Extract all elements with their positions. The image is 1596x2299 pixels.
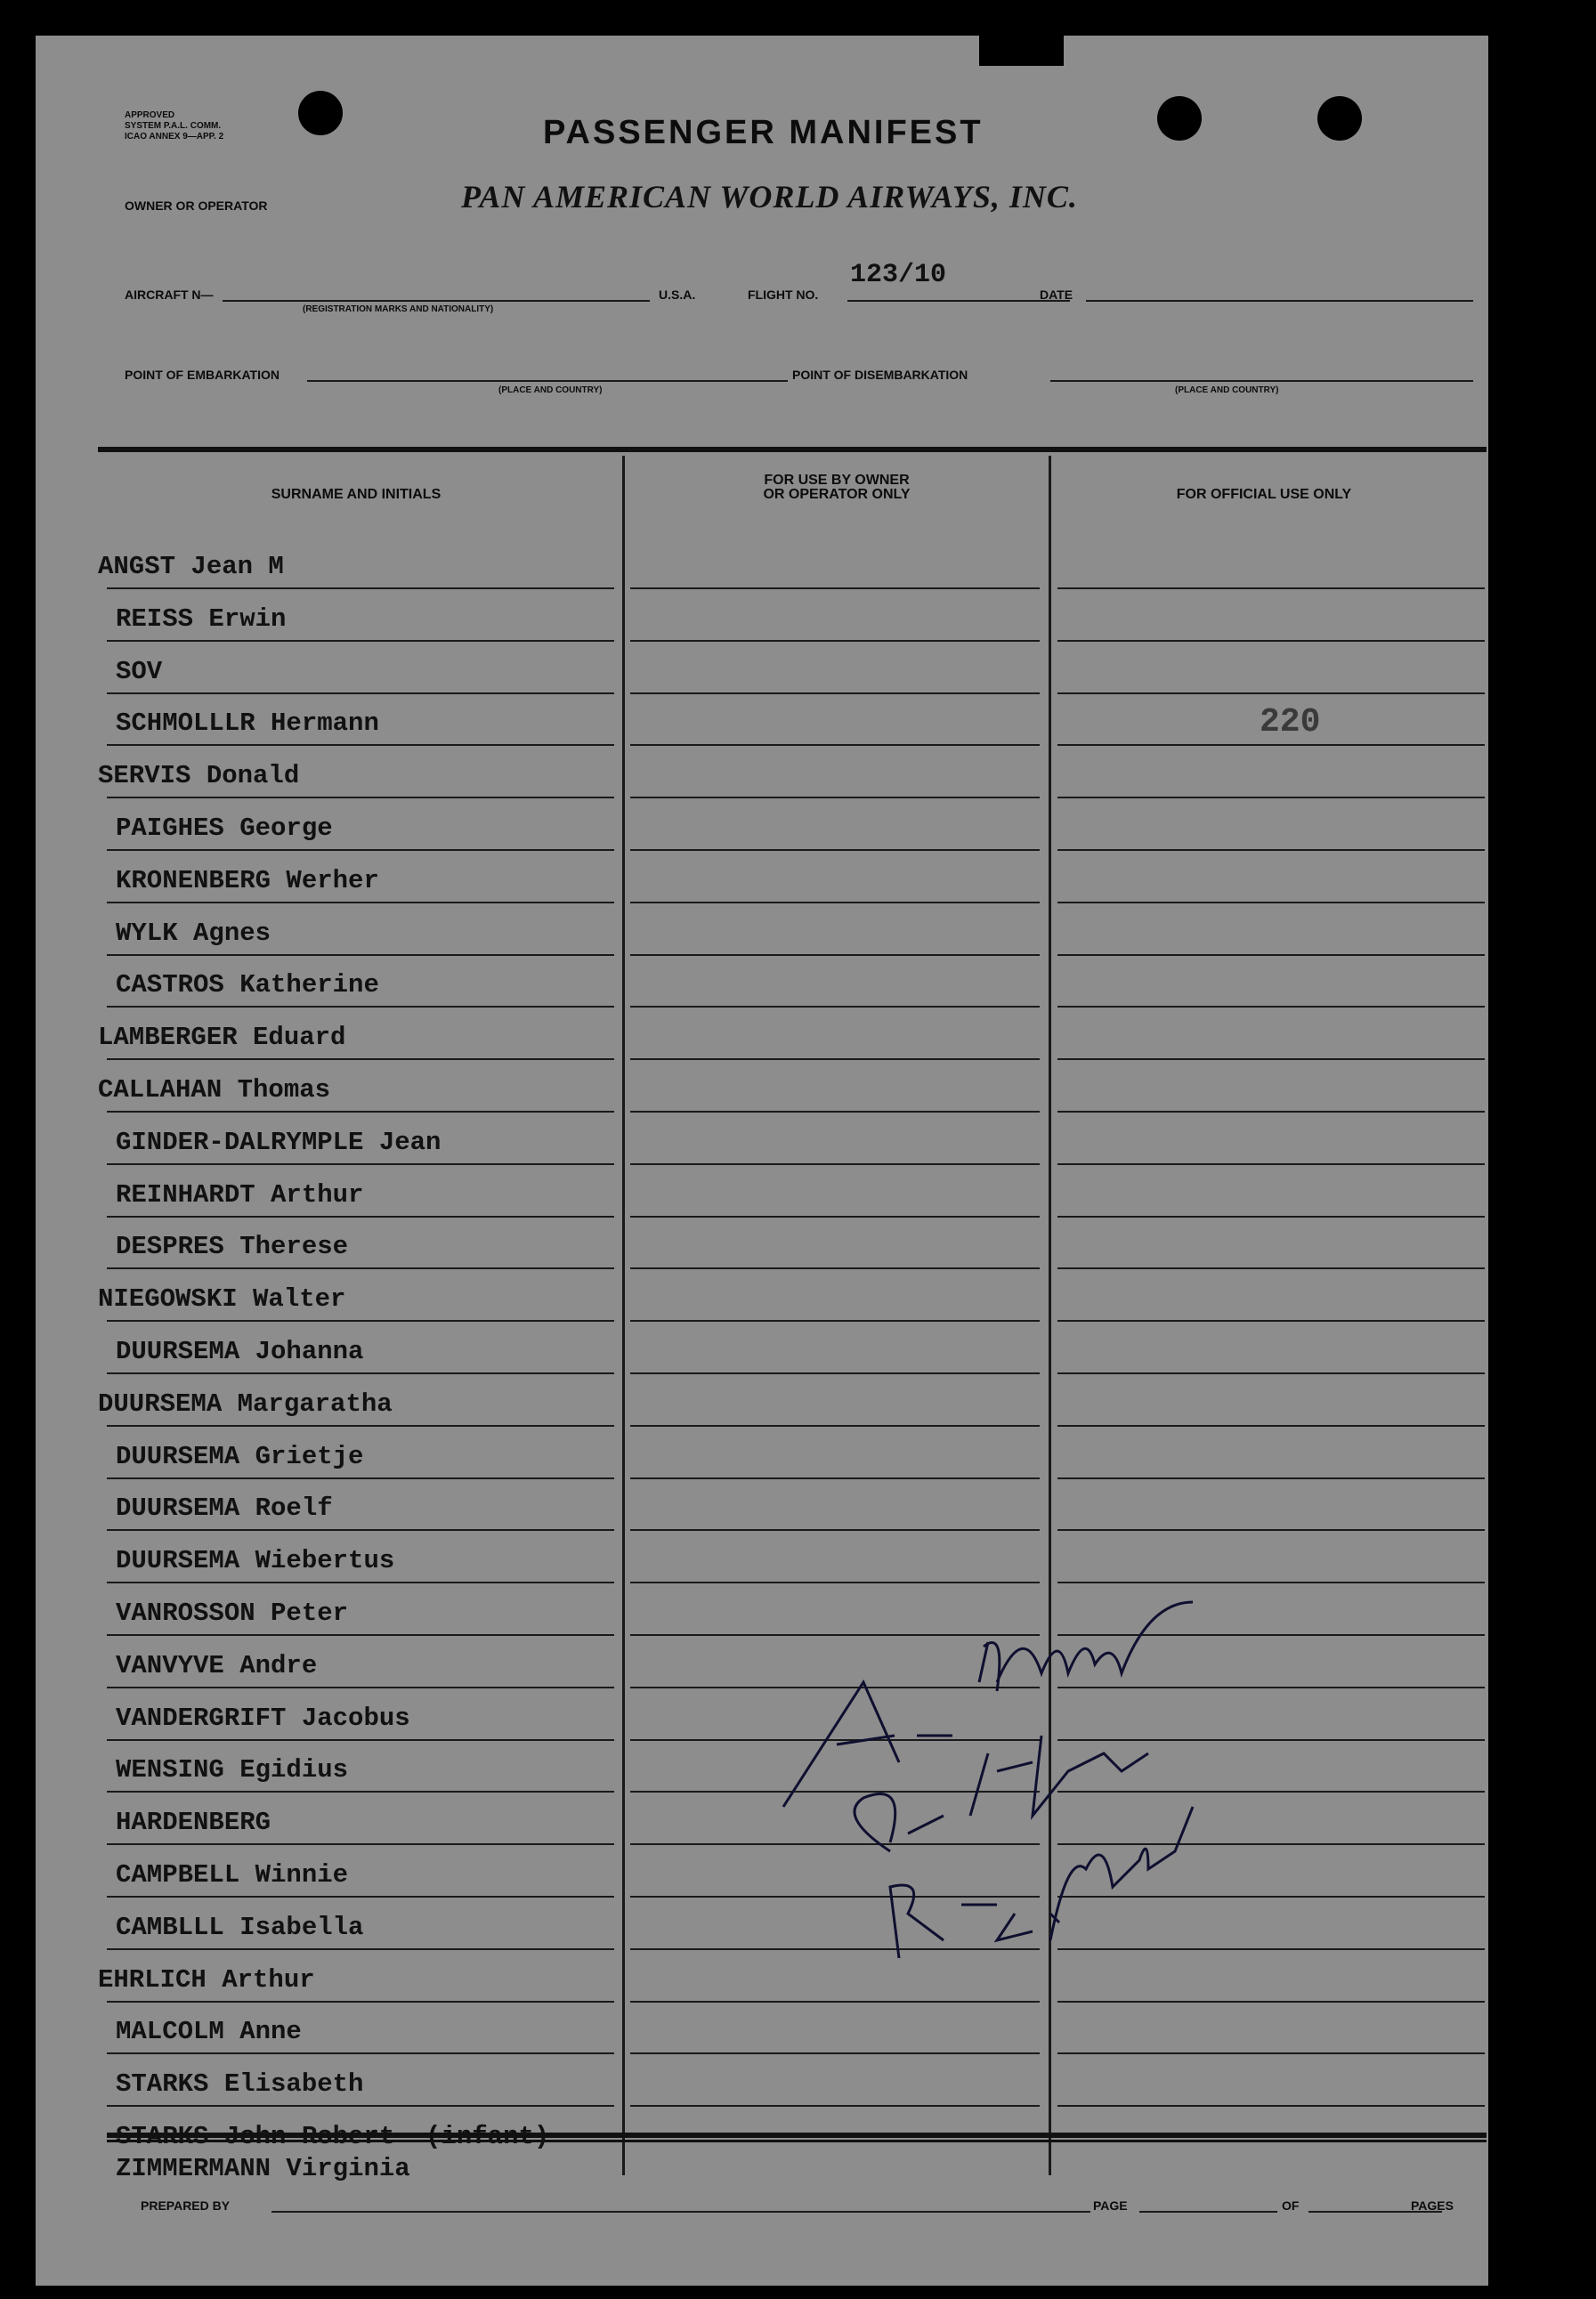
row-rule (107, 1582, 614, 1583)
row-rule (630, 954, 1040, 956)
row-rule (630, 1163, 1040, 1165)
row-rule (1057, 1425, 1485, 1427)
disembarkation-line (1050, 380, 1473, 382)
passenger-name: SERVIS Donald (98, 761, 300, 791)
row-rule (107, 1320, 614, 1322)
row-rule (630, 587, 1040, 589)
row-rule (107, 797, 614, 798)
table-bottom-rule (107, 2133, 1487, 2138)
row-rule (630, 1111, 1040, 1113)
passenger-name: NIEGOWSKI Walter (98, 1284, 346, 1315)
passenger-name: WENSING Egidius (116, 1755, 349, 1785)
row-rule (107, 1477, 614, 1479)
handwritten-signatures (730, 1549, 1300, 1976)
punch-hole-right-1 (1157, 96, 1202, 141)
passenger-name: STARKS Elisabeth (116, 2069, 364, 2100)
row-rule (107, 1425, 614, 1427)
place-note-1: (PLACE AND COUNTRY) (498, 385, 603, 395)
row-rule (1057, 797, 1485, 798)
registration-note: (REGISTRATION MARKS AND NATIONALITY) (303, 304, 494, 314)
row-rule (1057, 1006, 1485, 1008)
passenger-name: DUURSEMA Margaratha (98, 1388, 393, 1419)
row-rule (1057, 1320, 1485, 1322)
row-rule (107, 1843, 614, 1845)
owner-use-column-header: FOR USE BY OWNER OR OPERATOR ONLY (763, 473, 911, 502)
row-rule (107, 744, 614, 746)
place-note-2: (PLACE AND COUNTRY) (1175, 385, 1279, 395)
row-rule (107, 2001, 614, 2003)
passenger-name: ANGST Jean M (98, 552, 284, 581)
row-rule (1057, 744, 1485, 746)
row-rule (107, 1267, 614, 1269)
aircraft-line (223, 300, 650, 302)
signature-stroke-3 (890, 1807, 1193, 1958)
row-rule (630, 1529, 1040, 1531)
row-rule (107, 1634, 614, 1636)
row-rule (630, 1425, 1040, 1427)
flight-label: FLIGHT NO. (748, 287, 819, 302)
owner-label: OWNER OR OPERATOR (125, 198, 268, 213)
signature-stroke-1 (783, 1602, 1193, 1807)
page-line (1139, 2211, 1277, 2213)
flight-line (847, 300, 1070, 302)
row-rule (107, 1896, 614, 1898)
signature-stroke-2 (855, 1736, 1148, 1851)
row-rule (107, 1687, 614, 1688)
passenger-name: VANVYVE Andre (116, 1650, 318, 1680)
row-rule (107, 1948, 614, 1950)
disembarkation-label: POINT OF DISEMBARKATION (792, 368, 968, 382)
surname-column-header: SURNAME AND INITIALS (271, 487, 442, 502)
passenger-name: SCHMOLLLR Hermann (116, 708, 379, 739)
row-rule (107, 1529, 614, 1531)
punch-hole-left (298, 91, 343, 135)
manifest-sheet (36, 36, 1488, 2286)
row-rule (630, 2001, 1040, 2003)
row-rule (107, 587, 614, 589)
row-rule (107, 1058, 614, 1060)
row-rule (630, 2052, 1040, 2054)
approval-stamp: APPROVED SYSTEM P.A.L. COMM. ICAO ANNEX 9—APP. 2 (125, 110, 224, 142)
row-rule (1057, 954, 1485, 956)
passenger-name: WYLK Agnes (116, 918, 271, 948)
carrier-name: PAN AMERICAN WORLD AIRWAYS, INC. (461, 179, 1078, 215)
passenger-name: VANDERGRIFT Jacobus (116, 1703, 410, 1733)
row-rule (630, 692, 1040, 694)
usa-label: U.S.A. (659, 287, 696, 302)
row-rule (630, 1216, 1040, 1218)
passenger-name: REINHARDT Arthur (116, 1179, 364, 1210)
table-top-rule (98, 447, 1487, 452)
row-rule (630, 849, 1040, 851)
row-rule (107, 1111, 614, 1113)
row-rule (107, 2052, 614, 2054)
passenger-name: ZIMMERMANN Virginia (116, 2154, 410, 2183)
row-rule (1057, 1163, 1485, 1165)
row-rule (630, 1320, 1040, 1322)
passenger-name: LAMBERGER Eduard (98, 1023, 346, 1053)
page-title: PASSENGER MANIFEST (543, 114, 984, 151)
passenger-name: CAMPBELL Winnie (116, 1860, 349, 1890)
row-rule (107, 1791, 614, 1793)
row-rule (1057, 1111, 1485, 1113)
passenger-name: DUURSEMA Wiebertus (116, 1546, 395, 1576)
row-rule (107, 1739, 614, 1741)
row-rule (107, 2105, 614, 2107)
pages-label: PAGES (1411, 2198, 1454, 2213)
embarkation-line (307, 380, 788, 382)
row-rule (1057, 640, 1485, 642)
row-rule (107, 1006, 614, 1008)
row-rule (107, 902, 614, 903)
passenger-name: DUURSEMA Johanna (116, 1337, 364, 1366)
passenger-name: VANROSSON Peter (116, 1599, 349, 1628)
punch-hole-right-2 (1317, 96, 1362, 141)
footer-rule (107, 2140, 1487, 2142)
passenger-name: PAIGHES George (116, 814, 333, 843)
row-rule (1057, 2052, 1485, 2054)
passenger-name: HARDENBERG (116, 1808, 271, 1838)
row-rule (1057, 2105, 1485, 2107)
row-rule (107, 849, 614, 851)
row-rule (630, 1477, 1040, 1479)
passenger-name: SOV (116, 656, 163, 686)
row-rule (630, 1058, 1040, 1060)
date-line (1086, 300, 1473, 302)
passenger-name: MALCOLM Anne (116, 2017, 302, 2047)
row-rule (630, 797, 1040, 798)
top-tab (979, 36, 1064, 66)
official-use-column-header: FOR OFFICIAL USE ONLY (1176, 487, 1352, 502)
row-rule (1057, 1477, 1485, 1479)
prepared-by-line (271, 2211, 1090, 2213)
row-rule (107, 1163, 614, 1165)
row-rule (630, 1006, 1040, 1008)
row-rule (630, 744, 1040, 746)
passenger-name: CASTROS Katherine (116, 970, 379, 1000)
row-rule (630, 902, 1040, 903)
row-rule (107, 692, 614, 694)
passenger-name: REISS Erwin (116, 603, 287, 634)
passenger-name: CAMBLLL Isabella (116, 1912, 364, 1942)
embarkation-label: POINT OF EMBARKATION (125, 368, 280, 382)
row-rule (1057, 849, 1485, 851)
date-label: DATE (1040, 287, 1073, 302)
passenger-name: DUURSEMA Grietje (116, 1441, 364, 1471)
prepared-by-label: PREPARED BY (141, 2198, 231, 2213)
row-rule (630, 1372, 1040, 1374)
row-rule (1057, 902, 1485, 903)
row-rule (1057, 2001, 1485, 2003)
of-label: OF (1282, 2198, 1300, 2213)
row-rule (1057, 692, 1485, 694)
flight-number: 123/10 (850, 260, 947, 290)
row-rule (1057, 1372, 1485, 1374)
row-rule (630, 640, 1040, 642)
row-rule (1057, 1058, 1485, 1060)
column-divider-1 (622, 456, 625, 2175)
row-rule (1057, 1529, 1485, 1531)
passenger-name: EHRLICH Arthur (98, 1964, 315, 1995)
row-rule (1057, 1216, 1485, 1218)
passenger-name: DESPRES Therese (116, 1232, 349, 1262)
row-rule (1057, 587, 1485, 589)
row-rule (630, 2105, 1040, 2107)
row-rule (107, 640, 614, 642)
passenger-name: GINDER-DALRYMPLE Jean (116, 1127, 442, 1157)
official-note: 220 (1260, 703, 1321, 741)
passenger-name: KRONENBERG Werher (116, 865, 379, 895)
row-rule (107, 1216, 614, 1218)
row-rule (107, 1372, 614, 1374)
passenger-name: DUURSEMA Roelf (116, 1494, 333, 1524)
page-label: PAGE (1093, 2198, 1128, 2213)
row-rule (630, 1267, 1040, 1269)
aircraft-label: AIRCRAFT N— (125, 287, 214, 302)
passenger-name: CALLAHAN Thomas (98, 1075, 331, 1105)
row-rule (1057, 1267, 1485, 1269)
row-rule (107, 954, 614, 956)
